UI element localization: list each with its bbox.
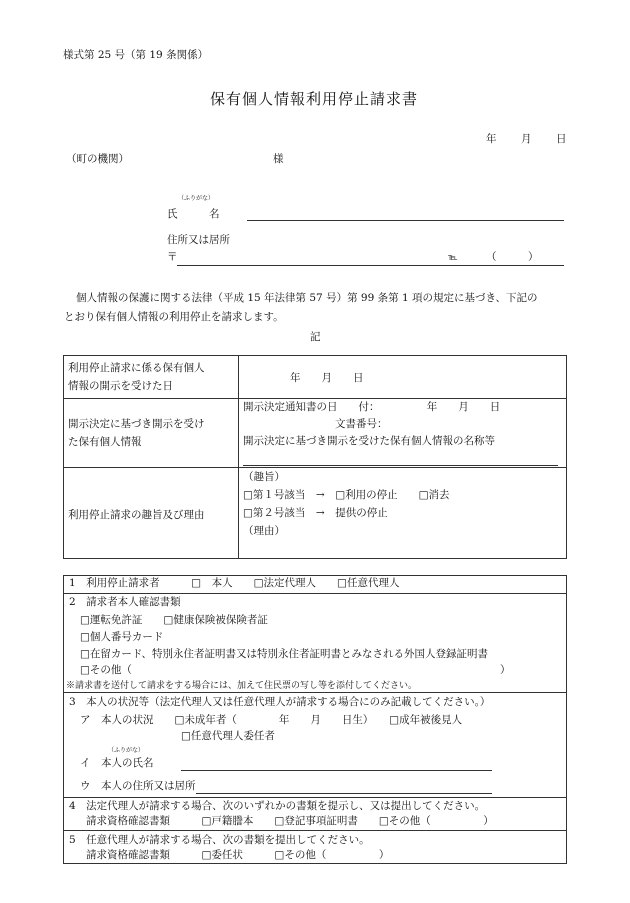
request-table-row-sep-2 [63, 467, 567, 468]
intro-line-2: とおり保有個人情報の利用停止を請求します。 [64, 311, 284, 323]
row3-option-1[interactable]: □第１号該当 → □利用の停止 □消去 [243, 489, 450, 501]
intro-line-1: 個人情報の保護に関する法律（平成 15 年法律第 57 号）第 99 条第 1 項の規定に基づき、下記の [76, 292, 538, 304]
row3-shushi: （趣旨） [243, 471, 285, 483]
request-table-row-sep-1 [63, 398, 567, 399]
section-3-status[interactable]: ア 本人の状況 □未成年者（ 年 月 日生） □成年被後見人 [80, 714, 463, 726]
row3-option-2[interactable]: □第２号該当 → 提供の停止 [243, 507, 388, 519]
section-2-title: 2 請求者本人確認書類 [69, 596, 181, 608]
requester-address-line[interactable] [177, 265, 564, 266]
section-1-requester[interactable]: 1 利用停止請求者 □ 本人 □法定代理人 □任意代理人 [69, 577, 400, 589]
row2-info-name: 開示決定に基づき開示を受けた保有個人情報の名称等 [243, 435, 495, 447]
section-sep-1 [63, 593, 567, 594]
section-2-line-4[interactable]: □その他（ [80, 664, 132, 676]
addressee-sama: 様 [273, 153, 284, 165]
requester-address-label: 住所又は居所 [167, 234, 230, 246]
date-day: 日 [556, 133, 567, 145]
section-2-line-3[interactable]: □在留カード、特別永住者証明書又は特別永住者証明書とみなされる外国人登録証明書 [80, 648, 488, 660]
section-3-name-line[interactable] [181, 770, 492, 771]
row3-riyu: （理由） [243, 525, 285, 537]
date-month: 月 [521, 133, 532, 145]
request-table-divider [238, 355, 239, 559]
form-number: 様式第 25 号（第 19 条関係） [63, 49, 209, 61]
section-3-status-2[interactable]: □任意代理人委任者 [181, 730, 275, 742]
row1-label-2: 情報の開示を受けた日 [68, 380, 173, 392]
row1-label-1: 利用停止請求に係る保有個人 [68, 362, 205, 374]
section-3-address: ウ 本人の住所又は居所 [80, 780, 196, 792]
requester-furigana: （ふりがな） [178, 195, 215, 202]
row3-label: 利用停止請求の趣旨及び理由 [68, 509, 205, 521]
section-4-line[interactable]: 請求資格確認書類 □戸籍謄本 □登記事項証明書 □その他（ ） [86, 815, 494, 827]
postal-mark: 〒 [167, 251, 178, 263]
section-2-line-1[interactable]: □運転免許証 □健康保険被保険者証 [80, 614, 268, 626]
date-year: 年 [486, 133, 497, 145]
tel-icon: ℡ [448, 253, 458, 263]
section-2-line-4-close: ） [500, 664, 511, 676]
row2-label-2: た保有個人情報 [68, 436, 142, 448]
row2-doc-number[interactable]: 文書番号： [335, 418, 388, 430]
section-3-furigana: （ふりがな） [108, 747, 145, 754]
row2-label-1: 開示決定に基づき開示を受け [68, 418, 205, 430]
row2-info-line[interactable] [243, 465, 558, 466]
addressee-label: （町の機関） [66, 153, 129, 165]
requester-name-label: 氏 名 [167, 208, 220, 220]
section-4-title: 4 法定代理人が請求する場合、次のいずれかの書類を提示し、又は提出してください。 [69, 800, 486, 812]
section-3-name: イ 本人の氏名 [80, 757, 154, 769]
section-3-title: 3 本人の状況等（法定代理人又は任意代理人が請求する場合にのみ記載してください。） [69, 696, 491, 708]
ki-label: 記 [310, 331, 321, 343]
tel-paren: （ ） [486, 251, 539, 263]
row2-notice-date[interactable]: 開示決定通知書の日 付： 年 月 日 [243, 401, 501, 413]
section-sep-3 [63, 797, 567, 798]
section-sep-4 [63, 830, 567, 831]
section-3-address-line[interactable] [196, 793, 492, 794]
section-2-line-2[interactable]: □個人番号カード [80, 631, 164, 643]
row1-date[interactable]: 年 月 日 [290, 372, 364, 384]
requester-name-line[interactable] [247, 220, 564, 221]
document-title: 保有個人情報利用停止請求書 [210, 90, 419, 108]
section-5-title: 5 任意代理人が請求する場合、次の書類を提出してください。 [69, 834, 370, 846]
section-5-line[interactable]: 請求資格確認書類 □委任状 □その他（ ） [86, 849, 390, 861]
section-2-note: ※請求書を送付して請求をする場合には、加えて住民票の写し等を添付してください。 [66, 681, 418, 691]
